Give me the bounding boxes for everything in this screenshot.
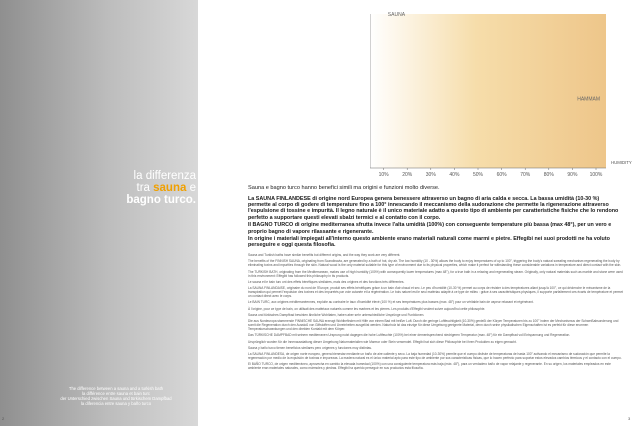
- side-subtitle: [54, 386, 178, 406]
- x-tick-label: 20%: [402, 172, 413, 178]
- side-subtitle-line: der Unterschied zwischen Sauna und türkischem Dampfbad: [60, 396, 172, 401]
- x-axis-label: HUMIDITY: [611, 160, 632, 165]
- left-gray-panel: [0, 0, 198, 426]
- x-tick-labels: [379, 168, 603, 178]
- body-paragraph: El BAÑO TURCO, de origen mediterráneo, aprovecha en cambio la elevada humedad (100%) con una consiguiente temperatura más baja (máx. 48°), para un verdadero baño de vapor relajante y regenerante. En su origen, los materiales empleados en este ambiente eran materiales naturales, como mármoles y piedras. Effegibi ha querido perseguir en sus productos esta filosofía.: [248, 362, 611, 371]
- temperature-humidity-chart: [370, 6, 635, 178]
- body-paragraph: La SAUNA FINLANDESA, de origen norte europeo, genera bienestar mediante un baño de aire caliente y seco. La baja humedad (10-30%) permite que el cuerpo disfrute de temperaturas de hasta 100° activando el mecanismo de sudoración que permite la regeneración por medio de la expulsión de toxinas e impurezas. La madera natural es el único material apto para este tipo de ambiente por sus características físicas, que lo hacen perfecto para soportar estos elevados cambios térmicos y el contacto con el cuerpo.: [248, 352, 622, 361]
- body-paragraph: Sauna und türkisches Dampfbad bewirken ähnliche Wohltaten, haben aber sehr unterschiedliche Ursprünge und Funktionen.: [248, 312, 425, 317]
- side-title-line3: bagno turco.: [126, 194, 196, 206]
- body-paragraph: The TURKISH BATH, originating from the Mediterranean, makes use of high humidity (100%) with consequently lower temperatures (max 48°), for a true bath in a relaxing and regenerating steam. Originally, only natural materials such as marble and stone were used in this environment: Effegibi has followed this philosophy in its products.: [248, 269, 623, 278]
- page-number-right: 3: [628, 416, 631, 421]
- side-subtitle-line: The difference between a sauna and a turkish bath: [68, 386, 164, 391]
- side-title-line1: la differenza: [133, 170, 196, 182]
- series-label-sauna: SAUNA: [387, 12, 406, 18]
- body-paragraph: À l'origine, pour ce type de bain, on utilisait des matériaux naturels comme les marbres et les pierres. Les produits d'Effegibi veulent suivre aujourd'hui cette philosophie.: [248, 306, 486, 311]
- side-title-e: e: [189, 182, 196, 194]
- side-subtitle-line: la différence entre sauna et bain turc: [82, 391, 150, 396]
- side-title-line2: [100, 182, 196, 194]
- intro-text: Sauna e bagno turco hanno benefici simili ma origini e funzioni molto diverse.: [248, 185, 440, 191]
- x-tick-label: 60%: [496, 172, 507, 178]
- body-paragraph: Sauna and Turkish baths have similar benefits but different origins, and the way they work are very different.: [248, 253, 401, 257]
- italian-description: [248, 196, 623, 250]
- side-title-sauna: sauna: [153, 182, 187, 194]
- chart-svg: [370, 6, 635, 178]
- chart-background: [370, 14, 606, 168]
- x-tick-label: 80%: [543, 172, 554, 178]
- x-tick-label: 30%: [425, 172, 436, 178]
- x-tick-label: 50%: [472, 172, 484, 178]
- body-paragraph: Ursprünglich wurden für die Innenausstattung dieser Umgebung Naturmaterialien wie Marmor oder Stein verwendet. Effegibi hat sich diese Philosophie bei ihren Produkten zu eigen gemacht.: [248, 339, 517, 344]
- bold-paragraph: In origine i materiali impiegati all'interno questo ambiente erano materiali naturali come marmi e pietre. Effegibi nei suoi prodotti ne ha voluto perseguire e oggi questa filosofia.: [248, 236, 610, 249]
- bold-paragraph: La SAUNA FINLANDESE di origine nord Europea genera benessere attraverso un bagno di aria calda e secca. La bassa umidità (10-30 %) permette al corpo di godere di temperature fino a 100° innescando il meccanismo della sudorazione che permette la rigenerazione attraverso l'espulsione di tossine e impurità. Il legno naturale è il unico materiale adatto a questo tipo di ambiente per caratteristiche fisiche che lo rendono perfetto a supportare questi elevati sbalzi termici e al contatto con il corpo.: [248, 196, 619, 221]
- body-paragraph: Sauna y baño turco tienen beneficios similares pero orígenes y funciones muy distintas.: [248, 345, 372, 350]
- series-label-hammam: HAMMAM: [577, 96, 600, 103]
- x-tick-label: 70%: [520, 172, 531, 178]
- x-tick-label: 100%: [589, 172, 603, 178]
- body-paragraph: The benefits of the FINNISH SAUNA, originating from Scandinavia, are generated by a bath of hot, dry air. The low humidity (10 - 30%) allows the body to enjoy temperatures of up to 100°, triggering the body's natural sweating mechanism regenerating the body by eliminating toxins and impurities through the skin. Natural wood is the only material suitable for this type of environment due to its physical properties, which make it perfect for withstanding these considerable variations in temperature and direct contact with the skin.: [248, 259, 622, 268]
- side-title-tra: tra: [136, 182, 150, 194]
- translations-body: [248, 253, 623, 373]
- side-subtitle-line: la diferencia entre sauna y baño turco: [80, 401, 152, 406]
- body-paragraph: Le BAIN TURC, aux origines méditerranéennes, exploite au contraire le taux d'humidité élevé (100 %) et ses températures plus basses (max. 48°) pour un véritable bain de vapeur relaxant et régénérant.: [248, 300, 534, 305]
- bold-paragraph: Il BAGNO TURCO di origine mediterranea sfrutta invece l'alta umidità (100%) con conseguente temperature più bassa (max 48°), per un vero e proprio bagno di vapore rilassante e rigenerante.: [248, 222, 612, 235]
- body-paragraph: Die aus Nordeuropa stammende FINNISCHE SAUNA erzeugt Wohlbefinden mit Hilfe von einem Bad mit heißer Luft. Durch die geringe Luftfeuchtigkeit (10-30%) genießt der Körper Temperaturen bis zu 100° indem der Mechanismus der Schweißabsonderung und somit die Regeneration durch den Ausstoß von Giftstoffen und Unreinheiten ausgelöst werden. Naturholz ist das einzige für diese Umgebung geeignete Material, denn durch seine physikalischen Eigenschaften ist es perfekt für diese enormen Temperaturschwankungen und den direkten Kontakt mit dem Körper.: [248, 319, 619, 332]
- body-paragraph: La SAUNA FINLANDAISE, originaire du nord de l'Europe, produit ses effets bénéfiques grâce à un bain d'air chaud et sec. Le peu d'humidité (10-30 %) permet au corps de résister à des températures allant jusqu'à 100°, ce qui déclenche le mécanisme de la transpiration qui permet l'expulsion des toxines et des impuretés par voie cutanée et la régénération. Le bois naturel est le seul matériau adapté à ce type de milieu : grâce à ses caractéristiques physiques, il supporte parfaitement ces écarts de température et permet un contact direct avec le corps.: [248, 286, 623, 299]
- x-tick-label: 90%: [567, 172, 578, 178]
- page-number-left: 2: [2, 416, 5, 421]
- side-title: [100, 170, 196, 206]
- body-paragraph: Das TÜRKISCHE DAMPFBAD mit seinem mediterranen Ursprung nutzt dagegen die hohe Luftfeuchte (100%) bei einer dementsprechend niedrigeren Temperatur (max. 48°) für ein Dampfbad voll Entspannung und Regeneration.: [248, 333, 571, 338]
- body-paragraph: Le sauna et le bain turc ont des effets bénéfiques similaires, mais des origines et des fonctions très différentes.: [248, 279, 405, 284]
- x-tick-label: 10%: [378, 172, 389, 178]
- x-tick-label: 40%: [449, 172, 460, 178]
